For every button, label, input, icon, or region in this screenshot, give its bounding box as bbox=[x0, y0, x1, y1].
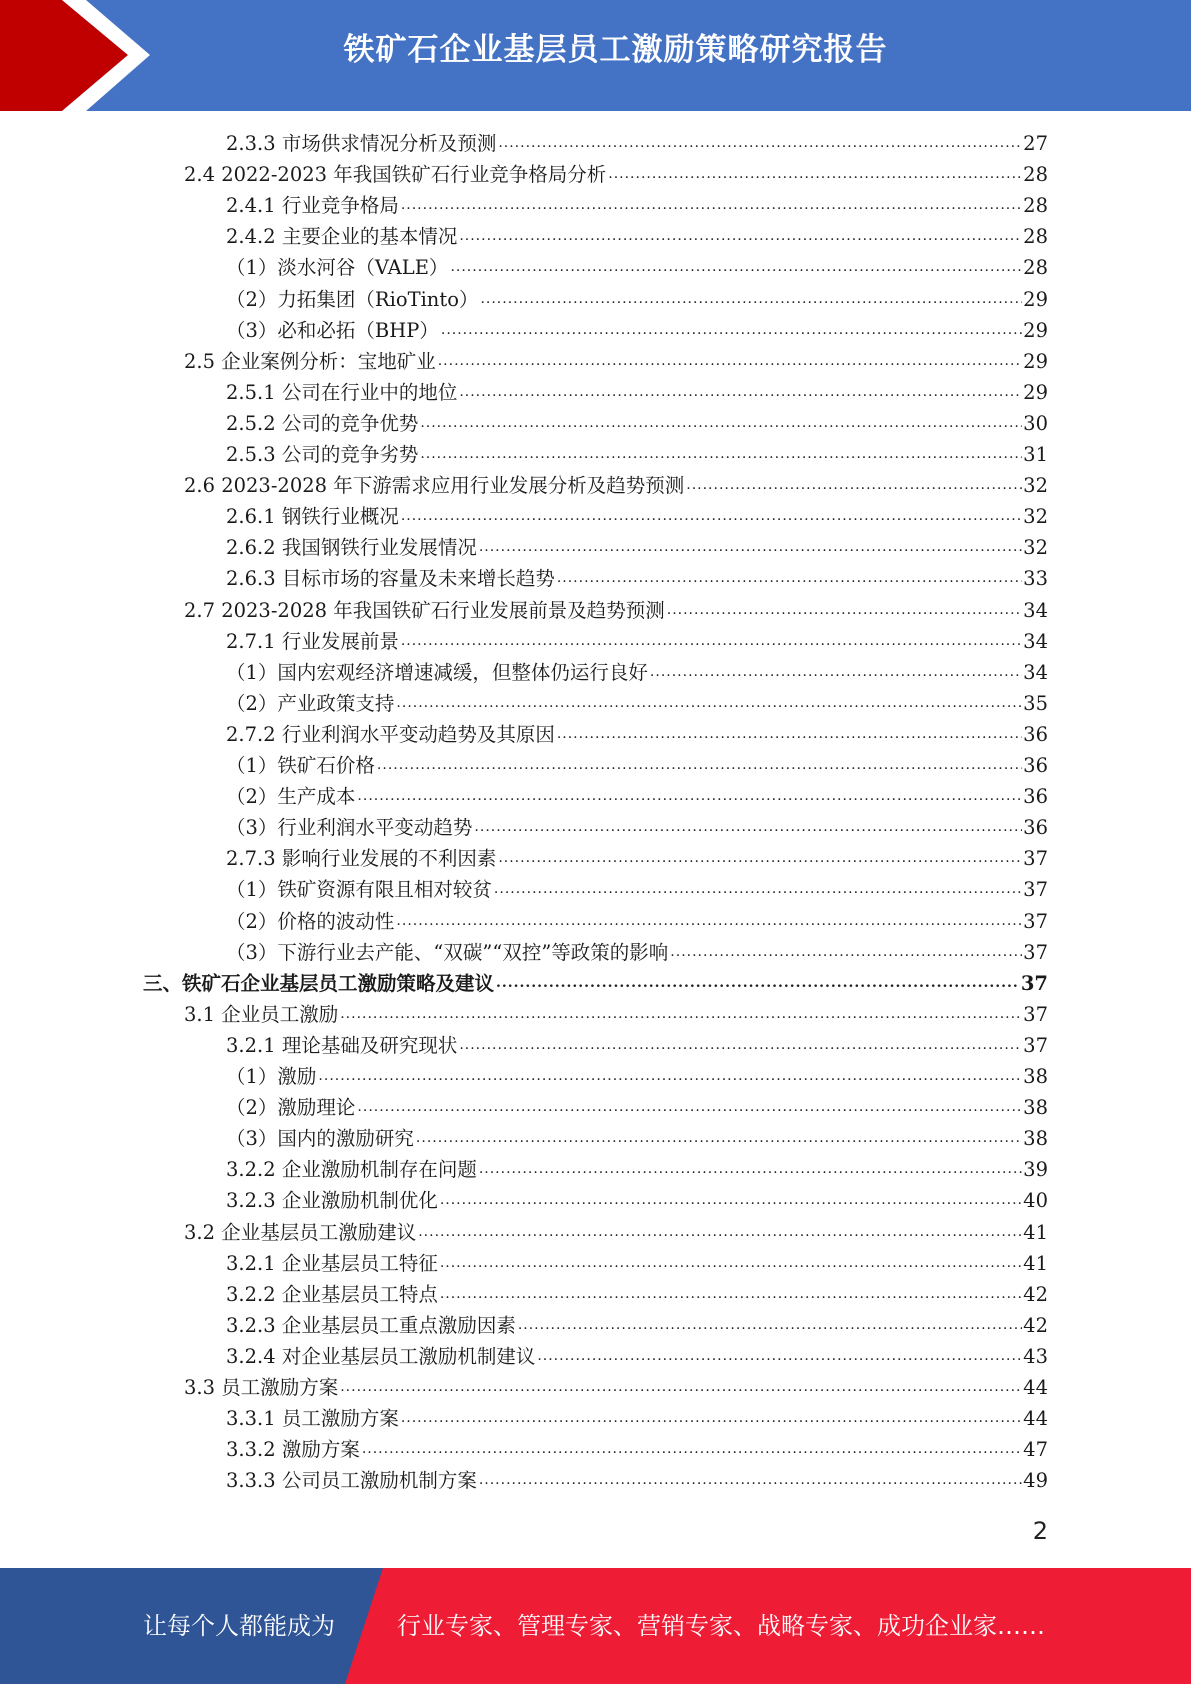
toc-entry[interactable] bbox=[226, 501, 1048, 532]
toc-entry[interactable] bbox=[226, 750, 1048, 781]
toc-entry-title: （1）铁矿资源有限且相对较贫 bbox=[226, 878, 492, 902]
toc-entry-page: 40 bbox=[1023, 1189, 1048, 1213]
toc-entry-title: （3）行业利润水平变动趋势 bbox=[226, 816, 473, 840]
toc-leader-dots bbox=[440, 1189, 1022, 1211]
toc-entry-title: （1）淡水河谷（VALE） bbox=[226, 256, 449, 280]
toc-leader-dots bbox=[479, 1469, 1022, 1491]
toc-entry[interactable] bbox=[226, 128, 1048, 159]
toc-leader-dots bbox=[670, 941, 1022, 963]
toc-entry-page: 47 bbox=[1023, 1438, 1048, 1462]
toc-entry[interactable] bbox=[226, 1403, 1048, 1434]
toc-leader-dots bbox=[362, 1438, 1022, 1460]
toc-entry-page: 37 bbox=[1023, 1033, 1048, 1057]
toc-entry-page: 37 bbox=[1023, 940, 1048, 964]
toc-entry-title: 2.5.1 公司在行业中的地位 bbox=[226, 380, 458, 404]
toc-entry-title: （1）激励 bbox=[226, 1065, 317, 1088]
toc-entry-title: （2）激励理论 bbox=[226, 1096, 356, 1120]
toc-entry-page: 38 bbox=[1023, 1096, 1048, 1120]
toc-entry[interactable] bbox=[184, 346, 1048, 377]
toc-entry-title: （3）下游行业去产能、“双碳”“双控”等政策的影响 bbox=[226, 940, 669, 964]
toc-leader-dots bbox=[401, 194, 1022, 216]
toc-entry[interactable] bbox=[184, 159, 1048, 190]
toc-entry-title: 2.5 企业案例分析：宝地矿业 bbox=[184, 349, 436, 373]
toc-entry-title: 2.6.3 目标市场的容量及未来增长趋势 bbox=[226, 567, 555, 591]
toc-entry-title: 2.7.3 影响行业发展的不利因素 bbox=[226, 847, 497, 871]
toc-entry-page: 37 bbox=[1023, 1002, 1048, 1026]
header-banner bbox=[0, 0, 1191, 111]
toc-leader-dots bbox=[650, 661, 1022, 683]
toc-leader-dots bbox=[340, 1003, 1022, 1025]
toc-entry-title: 2.4.1 行业竞争格局 bbox=[226, 194, 399, 218]
toc-entry-title: 2.5.2 公司的竞争优势 bbox=[226, 411, 419, 435]
toc-leader-dots bbox=[557, 723, 1022, 745]
toc-entry-title: 2.7 2023-2028 年我国铁矿石行业发展前景及趋势预测 bbox=[184, 598, 665, 622]
toc-entry-page: 28 bbox=[1023, 256, 1048, 280]
footer-slogan-right: 行业专家、管理专家、营销专家、战略专家、成功企业家…… bbox=[397, 1612, 1045, 1640]
toc-entry-title: 3.2.3 企业激励机制优化 bbox=[226, 1189, 438, 1213]
toc-entry-title: 2.3.3 市场供求情况分析及预测 bbox=[226, 132, 497, 155]
toc-entry-page: 34 bbox=[1023, 660, 1048, 684]
toc-entry[interactable] bbox=[184, 595, 1048, 626]
toc-entry[interactable] bbox=[226, 781, 1048, 812]
toc-entry[interactable] bbox=[226, 688, 1048, 719]
toc-leader-dots bbox=[340, 1376, 1022, 1398]
toc-leader-dots bbox=[494, 878, 1022, 900]
footer-banner bbox=[0, 1568, 1191, 1684]
toc-entry-page: 36 bbox=[1023, 754, 1048, 777]
toc-entry-title: （2）力拓集团（RioTinto） bbox=[226, 287, 479, 311]
toc-entry[interactable] bbox=[226, 1123, 1048, 1154]
toc-leader-dots bbox=[479, 536, 1022, 558]
toc-entry[interactable] bbox=[226, 315, 1048, 346]
toc-leader-dots bbox=[420, 412, 1022, 434]
toc-entry-page: 30 bbox=[1023, 411, 1048, 435]
toc-leader-dots bbox=[357, 785, 1022, 807]
toc-entry-title: 三、铁矿石企业基层员工激励策略及建议 bbox=[143, 971, 495, 995]
toc-entry[interactable] bbox=[226, 874, 1048, 905]
toc-entry[interactable] bbox=[226, 812, 1048, 843]
toc-entry-page: 49 bbox=[1023, 1469, 1048, 1493]
toc-leader-dots bbox=[459, 1034, 1022, 1056]
toc-entry-title: 3.2.4 对企业基层员工激励机制建议 bbox=[226, 1344, 536, 1368]
toc-leader-dots bbox=[438, 350, 1022, 372]
toc-entry[interactable] bbox=[226, 1185, 1048, 1216]
toc-entry-page: 36 bbox=[1023, 816, 1048, 840]
toc-entry-page: 27 bbox=[1023, 132, 1048, 155]
toc-leader-dots bbox=[667, 599, 1022, 621]
toc-entry-title: 2.4 2022-2023 年我国铁矿石行业竞争格局分析 bbox=[184, 163, 607, 187]
toc-leader-dots bbox=[357, 1096, 1022, 1118]
toc-entry[interactable] bbox=[226, 843, 1048, 874]
toc-entry-page: 43 bbox=[1023, 1344, 1048, 1368]
toc-entry-page: 37 bbox=[1023, 878, 1048, 902]
toc-entry[interactable] bbox=[226, 1465, 1048, 1496]
toc-leader-dots bbox=[474, 816, 1022, 838]
toc-entry[interactable] bbox=[226, 719, 1048, 750]
toc-entry-title: 3.3.3 公司员工激励机制方案 bbox=[226, 1469, 477, 1493]
toc-leader-dots bbox=[401, 505, 1022, 527]
toc-entry[interactable] bbox=[226, 221, 1048, 252]
toc-entry-title: 2.4.2 主要企业的基本情况 bbox=[226, 225, 458, 249]
toc-entry-page: 37 bbox=[1020, 971, 1048, 995]
toc-entry-title: 2.7.1 行业发展前景 bbox=[226, 629, 399, 653]
toc-leader-dots bbox=[459, 381, 1022, 403]
toc-leader-dots bbox=[496, 972, 1020, 994]
toc-entry-page: 36 bbox=[1023, 785, 1048, 809]
toc-entry-page: 37 bbox=[1023, 909, 1048, 933]
toc-entry-page: 38 bbox=[1023, 1127, 1048, 1151]
toc-entry[interactable] bbox=[226, 532, 1048, 563]
toc-entry-title: 3.2.2 企业激励机制存在问题 bbox=[226, 1158, 477, 1182]
toc-entry[interactable] bbox=[184, 1217, 1048, 1248]
toc-entry-title: 3.3 员工激励方案 bbox=[184, 1376, 339, 1399]
toc-entry-title: 3.2 企业基层员工激励建议 bbox=[184, 1220, 417, 1244]
toc-entry-page: 37 bbox=[1023, 847, 1048, 871]
toc-entry-title: （2）价格的波动性 bbox=[226, 909, 395, 933]
toc-entry[interactable] bbox=[226, 1248, 1048, 1279]
toc-leader-dots bbox=[441, 319, 1022, 341]
toc-leader-dots bbox=[557, 567, 1022, 589]
toc-entry-page: 29 bbox=[1023, 349, 1048, 373]
toc-entry-page: 39 bbox=[1023, 1158, 1048, 1182]
toc-entry[interactable] bbox=[226, 439, 1048, 470]
toc-entry-title: 3.3.1 员工激励方案 bbox=[226, 1407, 399, 1431]
toc-entry[interactable] bbox=[226, 252, 1048, 283]
toc-entry[interactable] bbox=[184, 999, 1048, 1030]
toc-entry-page: 44 bbox=[1023, 1376, 1048, 1399]
toc-entry-page: 31 bbox=[1023, 443, 1048, 466]
toc-entry[interactable] bbox=[226, 937, 1048, 968]
toc-entry-title: 2.7.2 行业利润水平变动趋势及其原因 bbox=[226, 722, 555, 746]
toc-leader-dots bbox=[537, 1345, 1022, 1367]
toc-entry-title: 2.6.1 钢铁行业概况 bbox=[226, 505, 399, 529]
toc-leader-dots bbox=[686, 474, 1022, 496]
toc-leader-dots bbox=[498, 132, 1022, 154]
toc-leader-dots bbox=[450, 256, 1022, 278]
toc-entry-page: 32 bbox=[1023, 505, 1048, 529]
page-number: 2 bbox=[1032, 1517, 1048, 1545]
toc-entry[interactable] bbox=[226, 1154, 1048, 1185]
toc-leader-dots bbox=[418, 1221, 1022, 1243]
toc-entry-page: 32 bbox=[1023, 474, 1048, 498]
toc-entry[interactable] bbox=[226, 1030, 1048, 1061]
toc-leader-dots bbox=[396, 692, 1022, 714]
toc-entry[interactable] bbox=[226, 408, 1048, 439]
toc-leader-dots bbox=[440, 1283, 1022, 1305]
toc-leader-dots bbox=[518, 1314, 1022, 1336]
toc-entry[interactable] bbox=[226, 190, 1048, 221]
toc-entry-page: 28 bbox=[1023, 225, 1048, 249]
toc-entry-page: 38 bbox=[1023, 1065, 1048, 1088]
toc-leader-dots bbox=[420, 443, 1022, 465]
toc-entry-title: （1）铁矿石价格 bbox=[226, 754, 375, 777]
toc-leader-dots bbox=[416, 1127, 1022, 1149]
toc-entry-page: 41 bbox=[1023, 1251, 1048, 1275]
toc-entry-title: （3）国内的激励研究 bbox=[226, 1127, 414, 1151]
toc-entry-page: 34 bbox=[1023, 629, 1048, 653]
toc-leader-dots bbox=[318, 1065, 1022, 1087]
toc-leader-dots bbox=[440, 1252, 1022, 1274]
toc-entry[interactable] bbox=[226, 1434, 1048, 1465]
toc-entry-title: （2）产业政策支持 bbox=[226, 691, 395, 715]
toc-entry[interactable] bbox=[226, 1279, 1048, 1310]
toc-leader-dots bbox=[608, 163, 1022, 185]
toc-entry[interactable] bbox=[226, 284, 1048, 315]
toc-entry-page: 42 bbox=[1023, 1313, 1048, 1337]
toc-leader-dots bbox=[479, 1158, 1022, 1180]
toc-entry[interactable] bbox=[226, 377, 1048, 408]
toc-entry-page: 32 bbox=[1023, 536, 1048, 560]
toc-entry[interactable] bbox=[226, 1310, 1048, 1341]
toc-entry[interactable] bbox=[184, 470, 1048, 501]
toc-entry-page: 29 bbox=[1023, 380, 1048, 404]
toc-leader-dots bbox=[396, 910, 1022, 932]
toc-entry-title: 2.6.2 我国钢铁行业发展情况 bbox=[226, 536, 477, 560]
toc-entry-page: 44 bbox=[1023, 1407, 1048, 1431]
toc-entry[interactable] bbox=[226, 657, 1048, 688]
toc-entry-title: 3.2.1 理论基础及研究现状 bbox=[226, 1033, 458, 1057]
toc-entry[interactable] bbox=[143, 968, 1048, 999]
toc-leader-dots bbox=[401, 1407, 1022, 1429]
toc-entry-title: 3.3.2 激励方案 bbox=[226, 1438, 360, 1462]
toc-entry-title: 3.2.1 企业基层员工特征 bbox=[226, 1251, 438, 1275]
toc-entry[interactable] bbox=[184, 1372, 1048, 1403]
toc-entry-title: 3.2.3 企业基层员工重点激励因素 bbox=[226, 1313, 516, 1337]
toc-entry-page: 34 bbox=[1023, 598, 1048, 622]
toc-entry[interactable] bbox=[226, 906, 1048, 937]
toc-entry-page: 29 bbox=[1023, 287, 1048, 311]
toc-entry[interactable] bbox=[226, 1061, 1048, 1092]
toc-entry-page: 35 bbox=[1023, 691, 1048, 715]
toc-leader-dots bbox=[459, 225, 1022, 247]
document-title: 铁矿石企业基层员工激励策略研究报告 bbox=[343, 32, 888, 68]
toc-entry-title: （3）必和必拓（BHP） bbox=[226, 318, 439, 342]
toc-entry-title: 2.6 2023-2028 年下游需求应用行业发展分析及趋势预测 bbox=[184, 474, 685, 498]
toc-leader-dots bbox=[480, 288, 1022, 310]
toc-entry-page: 28 bbox=[1023, 163, 1048, 187]
toc-entry-page: 42 bbox=[1023, 1282, 1048, 1306]
toc-leader-dots bbox=[401, 630, 1022, 652]
toc-entry-title: （1）国内宏观经济增速减缓，但整体仍运行良好 bbox=[226, 660, 648, 684]
toc-leader-dots bbox=[377, 754, 1022, 776]
toc-entry-page: 36 bbox=[1023, 722, 1048, 746]
footer-slogan-left: 让每个人都能成为 bbox=[143, 1612, 335, 1640]
toc-entry[interactable] bbox=[226, 1092, 1048, 1123]
toc-entry[interactable] bbox=[226, 563, 1048, 594]
toc-entry-title: （2）生产成本 bbox=[226, 785, 356, 809]
toc-entry[interactable] bbox=[226, 1341, 1048, 1372]
toc-entry[interactable] bbox=[226, 626, 1048, 657]
toc-entry-page: 33 bbox=[1023, 567, 1048, 591]
toc-entry-page: 41 bbox=[1023, 1220, 1048, 1244]
toc-entry-page: 29 bbox=[1023, 318, 1048, 342]
toc-entry-title: 2.5.3 公司的竞争劣势 bbox=[226, 443, 419, 466]
toc-entry-page: 28 bbox=[1023, 194, 1048, 218]
toc-leader-dots bbox=[498, 847, 1022, 869]
toc-entry-title: 3.2.2 企业基层员工特点 bbox=[226, 1282, 438, 1306]
toc-entry-title: 3.1 企业员工激励 bbox=[184, 1002, 339, 1026]
